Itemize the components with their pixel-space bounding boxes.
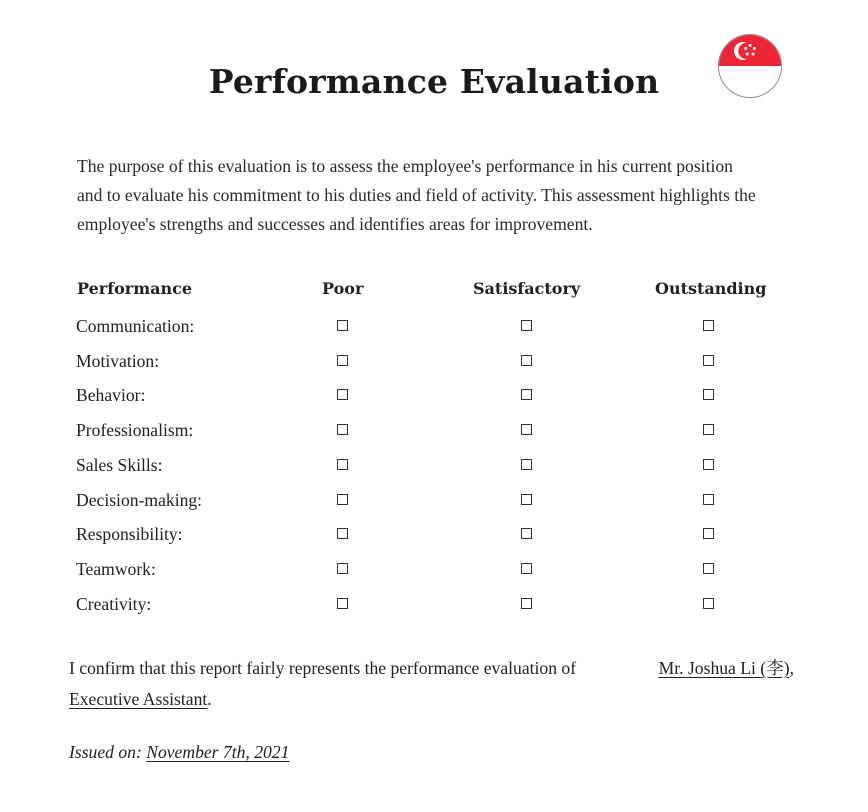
criterion-label: Responsibility: — [76, 524, 183, 545]
checkbox-poor[interactable] — [337, 355, 348, 366]
criterion-label: Creativity: — [76, 593, 152, 614]
comma: , — [789, 658, 794, 678]
criterion-label: Teamwork: — [76, 558, 156, 579]
issued-label: Issued on: — [69, 742, 142, 762]
issued-line — [69, 742, 289, 763]
header-performance: Performance — [77, 279, 193, 298]
criterion-label: Communication: — [76, 316, 195, 336]
checkbox-satisfactory[interactable] — [521, 424, 532, 435]
page-title: Performance Evaluation — [208, 62, 660, 101]
confirmation-statement — [69, 653, 794, 715]
criterion-label: Professionalism: — [76, 420, 194, 441]
header-poor: Poor — [322, 279, 364, 298]
criterion-label: Sales Skills: — [76, 454, 163, 475]
checkbox-outstanding[interactable] — [703, 459, 714, 470]
checkbox-outstanding[interactable] — [703, 598, 714, 609]
criterion-label: Motivation: — [76, 350, 160, 371]
checkbox-poor[interactable] — [337, 494, 348, 505]
confirmation-text: I confirm that this report fairly represents the performance evaluation of — [69, 658, 577, 678]
criterion-label: Behavior: — [76, 385, 146, 406]
checkbox-outstanding[interactable] — [703, 389, 714, 400]
intro-paragraph — [77, 152, 807, 239]
checkbox-poor[interactable] — [337, 424, 348, 435]
checkbox-satisfactory[interactable] — [521, 389, 532, 400]
checkbox-satisfactory[interactable] — [521, 494, 532, 505]
checkbox-outstanding[interactable] — [703, 494, 714, 505]
checkbox-outstanding[interactable] — [703, 528, 714, 539]
checkbox-satisfactory[interactable] — [521, 320, 532, 331]
intro-line: and to evaluate his commitment to his duties and field of activity. This assessment highlights the — [77, 185, 756, 205]
checkbox-poor[interactable] — [337, 528, 348, 539]
intro-line: The purpose of this evaluation is to assess the employee's performance in his current position — [77, 156, 733, 176]
issued-date: November 7th, 2021 — [146, 742, 290, 762]
checkbox-poor[interactable] — [337, 459, 348, 470]
checkbox-satisfactory[interactable] — [521, 563, 532, 574]
checkbox-poor[interactable] — [337, 563, 348, 574]
header-satisfactory: Satisfactory — [473, 279, 581, 298]
checkbox-outstanding[interactable] — [703, 320, 714, 331]
period: . — [207, 689, 212, 709]
employee-name: Mr. Joshua Li (李) — [658, 658, 790, 678]
header-outstanding: Outstanding — [655, 279, 767, 298]
checkbox-satisfactory[interactable] — [521, 459, 532, 470]
checkbox-poor[interactable] — [337, 598, 348, 609]
criterion-label: Decision-making: — [76, 489, 203, 510]
employee-position: Executive Assistant — [69, 689, 208, 709]
checkbox-satisfactory[interactable] — [521, 528, 532, 539]
checkbox-outstanding[interactable] — [703, 424, 714, 435]
intro-line: employee's strengths and successes and identifies areas for improvement. — [77, 214, 593, 234]
checkbox-satisfactory[interactable] — [521, 355, 532, 366]
checkbox-poor[interactable] — [337, 389, 348, 400]
checkbox-satisfactory[interactable] — [521, 598, 532, 609]
checkbox-poor[interactable] — [337, 320, 348, 331]
checkbox-outstanding[interactable] — [703, 355, 714, 366]
checkbox-outstanding[interactable] — [703, 563, 714, 574]
